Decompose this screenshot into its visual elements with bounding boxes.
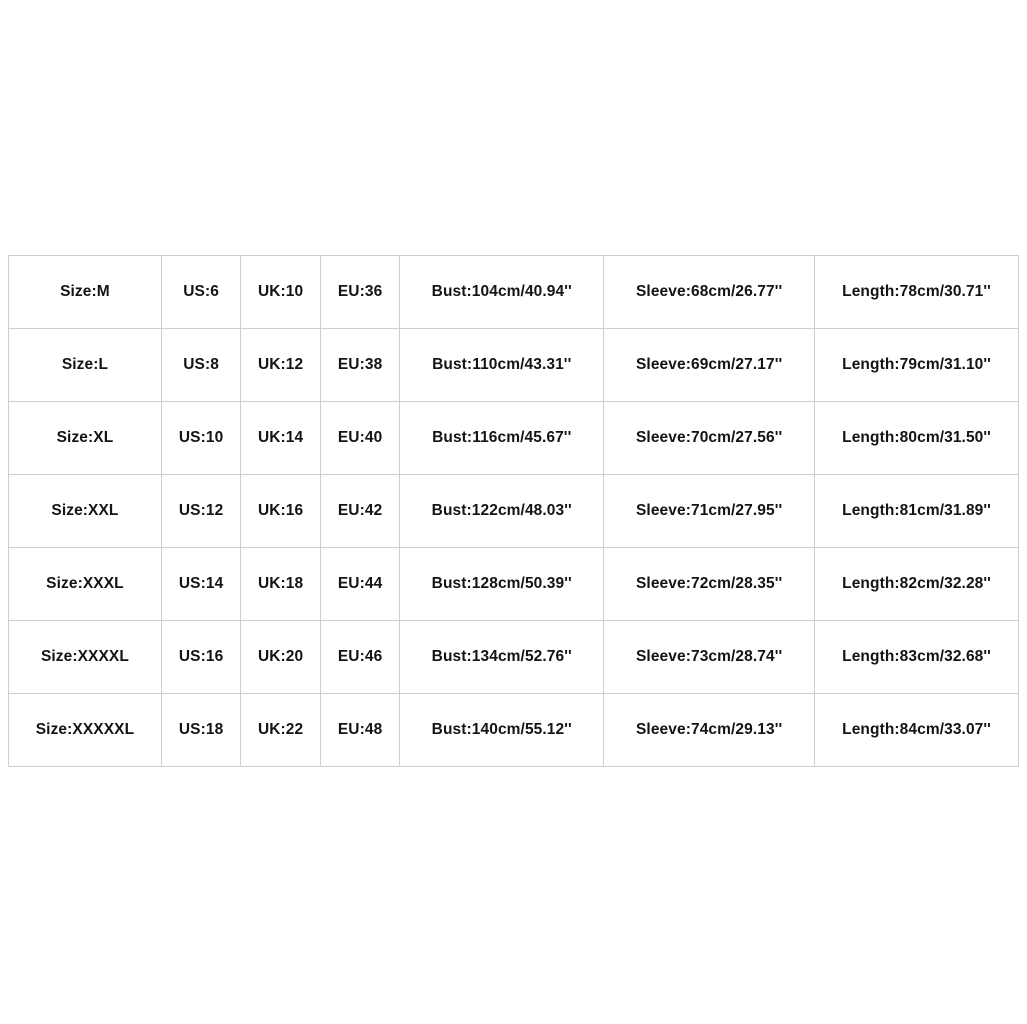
cell-bust: Bust:122cm/48.03'' [400, 475, 604, 548]
size-chart-table [8, 255, 1019, 767]
cell-eu: EU:42 [320, 475, 399, 548]
cell-eu: EU:36 [320, 256, 399, 329]
cell-length: Length:82cm/32.28'' [815, 548, 1019, 621]
cell-sleeve: Sleeve:69cm/27.17'' [604, 329, 815, 402]
cell-uk: UK:12 [241, 329, 320, 402]
cell-eu: EU:48 [320, 694, 399, 767]
cell-bust: Bust:134cm/52.76'' [400, 621, 604, 694]
cell-uk: UK:14 [241, 402, 320, 475]
table-row [9, 548, 1019, 621]
cell-us: US:14 [161, 548, 240, 621]
cell-us: US:8 [161, 329, 240, 402]
cell-bust: Bust:110cm/43.31'' [400, 329, 604, 402]
table-row [9, 256, 1019, 329]
cell-sleeve: Sleeve:71cm/27.95'' [604, 475, 815, 548]
cell-size: Size:XXXXL [9, 621, 162, 694]
cell-sleeve: Sleeve:73cm/28.74'' [604, 621, 815, 694]
cell-bust: Bust:104cm/40.94'' [400, 256, 604, 329]
table-row [9, 329, 1019, 402]
cell-us: US:18 [161, 694, 240, 767]
cell-uk: UK:16 [241, 475, 320, 548]
cell-bust: Bust:140cm/55.12'' [400, 694, 604, 767]
cell-us: US:10 [161, 402, 240, 475]
cell-length: Length:79cm/31.10'' [815, 329, 1019, 402]
size-chart-container [8, 255, 1019, 767]
cell-size: Size:M [9, 256, 162, 329]
cell-size: Size:XXXL [9, 548, 162, 621]
cell-eu: EU:44 [320, 548, 399, 621]
table-row [9, 621, 1019, 694]
cell-eu: EU:38 [320, 329, 399, 402]
cell-length: Length:78cm/30.71'' [815, 256, 1019, 329]
table-row [9, 475, 1019, 548]
table-row [9, 694, 1019, 767]
cell-sleeve: Sleeve:72cm/28.35'' [604, 548, 815, 621]
cell-eu: EU:40 [320, 402, 399, 475]
cell-uk: UK:18 [241, 548, 320, 621]
cell-uk: UK:22 [241, 694, 320, 767]
cell-size: Size:XXXXXL [9, 694, 162, 767]
cell-sleeve: Sleeve:74cm/29.13'' [604, 694, 815, 767]
cell-size: Size:XXL [9, 475, 162, 548]
cell-us: US:16 [161, 621, 240, 694]
cell-uk: UK:20 [241, 621, 320, 694]
cell-uk: UK:10 [241, 256, 320, 329]
cell-length: Length:80cm/31.50'' [815, 402, 1019, 475]
cell-bust: Bust:128cm/50.39'' [400, 548, 604, 621]
table-row [9, 402, 1019, 475]
cell-us: US:12 [161, 475, 240, 548]
cell-sleeve: Sleeve:70cm/27.56'' [604, 402, 815, 475]
cell-size: Size:XL [9, 402, 162, 475]
cell-length: Length:83cm/32.68'' [815, 621, 1019, 694]
cell-sleeve: Sleeve:68cm/26.77'' [604, 256, 815, 329]
cell-us: US:6 [161, 256, 240, 329]
cell-length: Length:81cm/31.89'' [815, 475, 1019, 548]
cell-length: Length:84cm/33.07'' [815, 694, 1019, 767]
cell-size: Size:L [9, 329, 162, 402]
cell-bust: Bust:116cm/45.67'' [400, 402, 604, 475]
cell-eu: EU:46 [320, 621, 399, 694]
